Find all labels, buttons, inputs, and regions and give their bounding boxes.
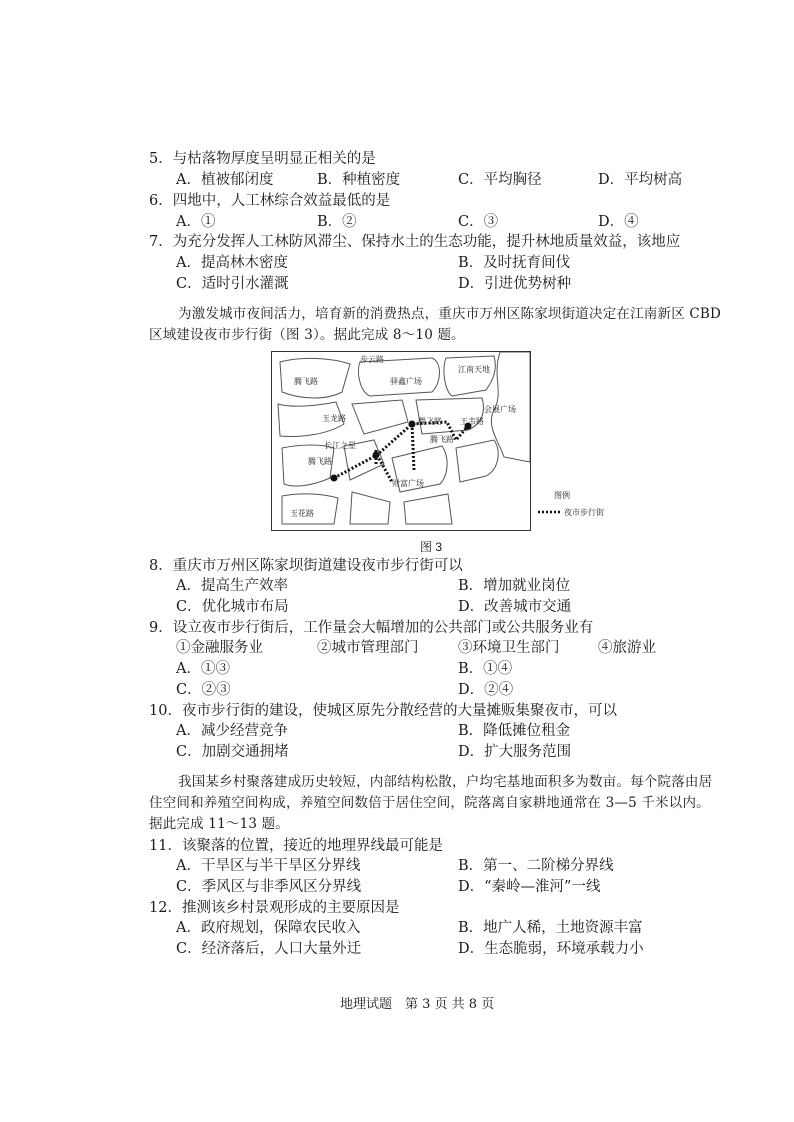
- q6-option-b: B．②: [317, 214, 357, 230]
- map-node-1: [331, 475, 338, 482]
- q7-option-b: B．及时抚育间伐: [458, 255, 571, 271]
- q7-option-d: D．引进优势树种: [458, 276, 572, 292]
- q11-option-a: A．干旱区与半干旱区分界线: [176, 858, 361, 874]
- q11-option-c: C．季风区与非季风区分界线: [176, 879, 362, 895]
- legend-item-label: 夜市步行街: [564, 508, 604, 517]
- label-yulong-road: 玉龙路: [322, 414, 346, 423]
- label-jiangnan-tiandi: 江南天地: [458, 365, 490, 374]
- question-6-stem: 6．四地中，人工林综合效益最低的是: [149, 193, 391, 209]
- q8-option-a: A．提高生产效率: [176, 578, 288, 594]
- q6-option-c: C．③: [458, 214, 499, 230]
- q8-option-d: D．改善城市交通: [458, 599, 572, 615]
- q6-option-d: D．④: [598, 214, 639, 230]
- q11-option-b: B．第一、二阶梯分界线: [458, 858, 614, 874]
- question-8-stem: 8．重庆市万州区陈家坝街道建设夜市步行街可以: [149, 558, 463, 574]
- map-legend: [534, 488, 624, 520]
- q5-option-d: D．平均树高: [598, 172, 683, 188]
- q10-option-a: A．减少经营竞争: [176, 723, 288, 739]
- passage-2-line-1: 我国某乡村聚落建成历史较短，内部结构松散，户均宅基地面积多为数亩。每个院落由居: [178, 774, 713, 790]
- q7-option-a: A．提高林木密度: [176, 255, 288, 271]
- q5-option-c: C．平均胸径: [458, 172, 542, 188]
- label-yuhua-road: 玉花路: [290, 509, 314, 518]
- label-tengfei-road-mid: 腾飞路: [418, 417, 442, 426]
- question-11-stem: 11．该聚落的位置，接近的地理界线最可能是: [149, 838, 443, 854]
- q11-option-d: D．“秦岭—淮河”一线: [458, 879, 601, 895]
- block-10: [456, 440, 498, 482]
- question-7-stem: 7．为充分发挥人工林防风滞尘、保持水土的生态功能，提升林地质量效益，该地应: [149, 234, 681, 250]
- q8-option-b: B．增加就业岗位: [458, 578, 571, 594]
- block-12: [350, 492, 390, 524]
- q9-option-c: C．②③: [176, 682, 231, 698]
- q7-option-c: C．适时引水灌溉: [176, 276, 289, 292]
- street-map: [272, 352, 530, 530]
- q8-option-c: C．优化城市布局: [176, 599, 289, 615]
- page-footer: 地理试题 第 3 页 共 8 页: [340, 997, 495, 1012]
- q9-item-3: ③环境卫生部门: [458, 640, 560, 656]
- q9-item-2: ②城市管理部门: [317, 640, 419, 656]
- q9-option-a: A．①③: [176, 661, 230, 677]
- block-5: [352, 400, 408, 434]
- q12-option-a: A．政府规划，保障农民收入: [176, 920, 361, 936]
- q10-option-b: B．降低摊位租金: [458, 723, 571, 739]
- label-buyun-road: 步云路: [360, 355, 384, 364]
- q9-option-d: D．②④: [458, 682, 514, 698]
- label-changjiang-star: 长江之星: [324, 441, 356, 450]
- q5-option-b: B．种植密度: [317, 172, 401, 188]
- figure-caption: 图 3: [420, 540, 443, 554]
- q12-option-d: D．生态脆弱，环境承载力小: [458, 941, 644, 957]
- street-map-figure: [271, 351, 531, 531]
- label-caifu-square: 财富广场: [392, 479, 424, 488]
- q9-item-1: ①金融服务业: [176, 640, 263, 656]
- label-huizhan-square: 会展广场: [484, 405, 516, 414]
- question-9-stem: 9．设立夜市步行街后，工作量会大幅增加的公共部门或公共服务业有: [149, 620, 594, 636]
- map-node-3: [409, 421, 416, 428]
- label-tengfei-road-left: 腾飞路: [308, 457, 332, 466]
- q9-option-b: B．①④: [458, 661, 513, 677]
- q10-option-d: D．扩大服务范围: [458, 744, 572, 760]
- passage-1-line-2: 区域建设夜市步行街（图 3）。据此完成 8～10 题。: [149, 327, 465, 343]
- q5-option-a: A．植被郁闭度: [176, 172, 274, 188]
- passage-1-line-1: 为激发城市夜间活力，培育新的消费热点，重庆市万州区陈家坝街道决定在江南新区 CBD: [178, 306, 722, 322]
- label-yixin-square: 驿鑫广场: [390, 377, 422, 386]
- question-5-stem: 5．与枯落物厚度呈明显正相关的是: [149, 151, 376, 167]
- block-13: [404, 494, 452, 524]
- map-node-2: [373, 452, 380, 459]
- q6-option-a: A．①: [176, 214, 216, 230]
- night-market-street-branch-2: [412, 424, 414, 470]
- passage-2-line-3: 据此完成 11～13 题。: [149, 816, 290, 832]
- question-12-stem: 12．推测该乡村景观形成的主要原因是: [149, 900, 400, 916]
- night-market-street-main: [334, 422, 468, 478]
- label-tengfei-road-top: 腾飞路: [294, 377, 318, 386]
- label-tengfei-road-right: 腾飞路: [430, 435, 454, 444]
- q12-option-c: C．经济落后，人口大量外迁: [176, 941, 362, 957]
- q12-option-b: B．地广人稀，土地资源丰富: [458, 920, 643, 936]
- question-10-stem: 10．夜市步行街的建设，使城区原先分散经营的大量摊贩集聚夜市，可以: [149, 703, 617, 719]
- label-wangwei-road: 王韦路: [460, 417, 484, 426]
- block-3: [444, 356, 495, 396]
- night-market-street-branch-1: [377, 455, 392, 482]
- passage-2-line-2: 住空间和养殖空间构成，养殖空间数倍于居住空间，院落离自家耕地通常在 3—5 千米以内。: [149, 795, 710, 811]
- legend-title: 图例: [554, 491, 570, 500]
- q10-option-c: C．加剧交通拥堵: [176, 744, 289, 760]
- q9-item-4: ④旅游业: [598, 640, 656, 656]
